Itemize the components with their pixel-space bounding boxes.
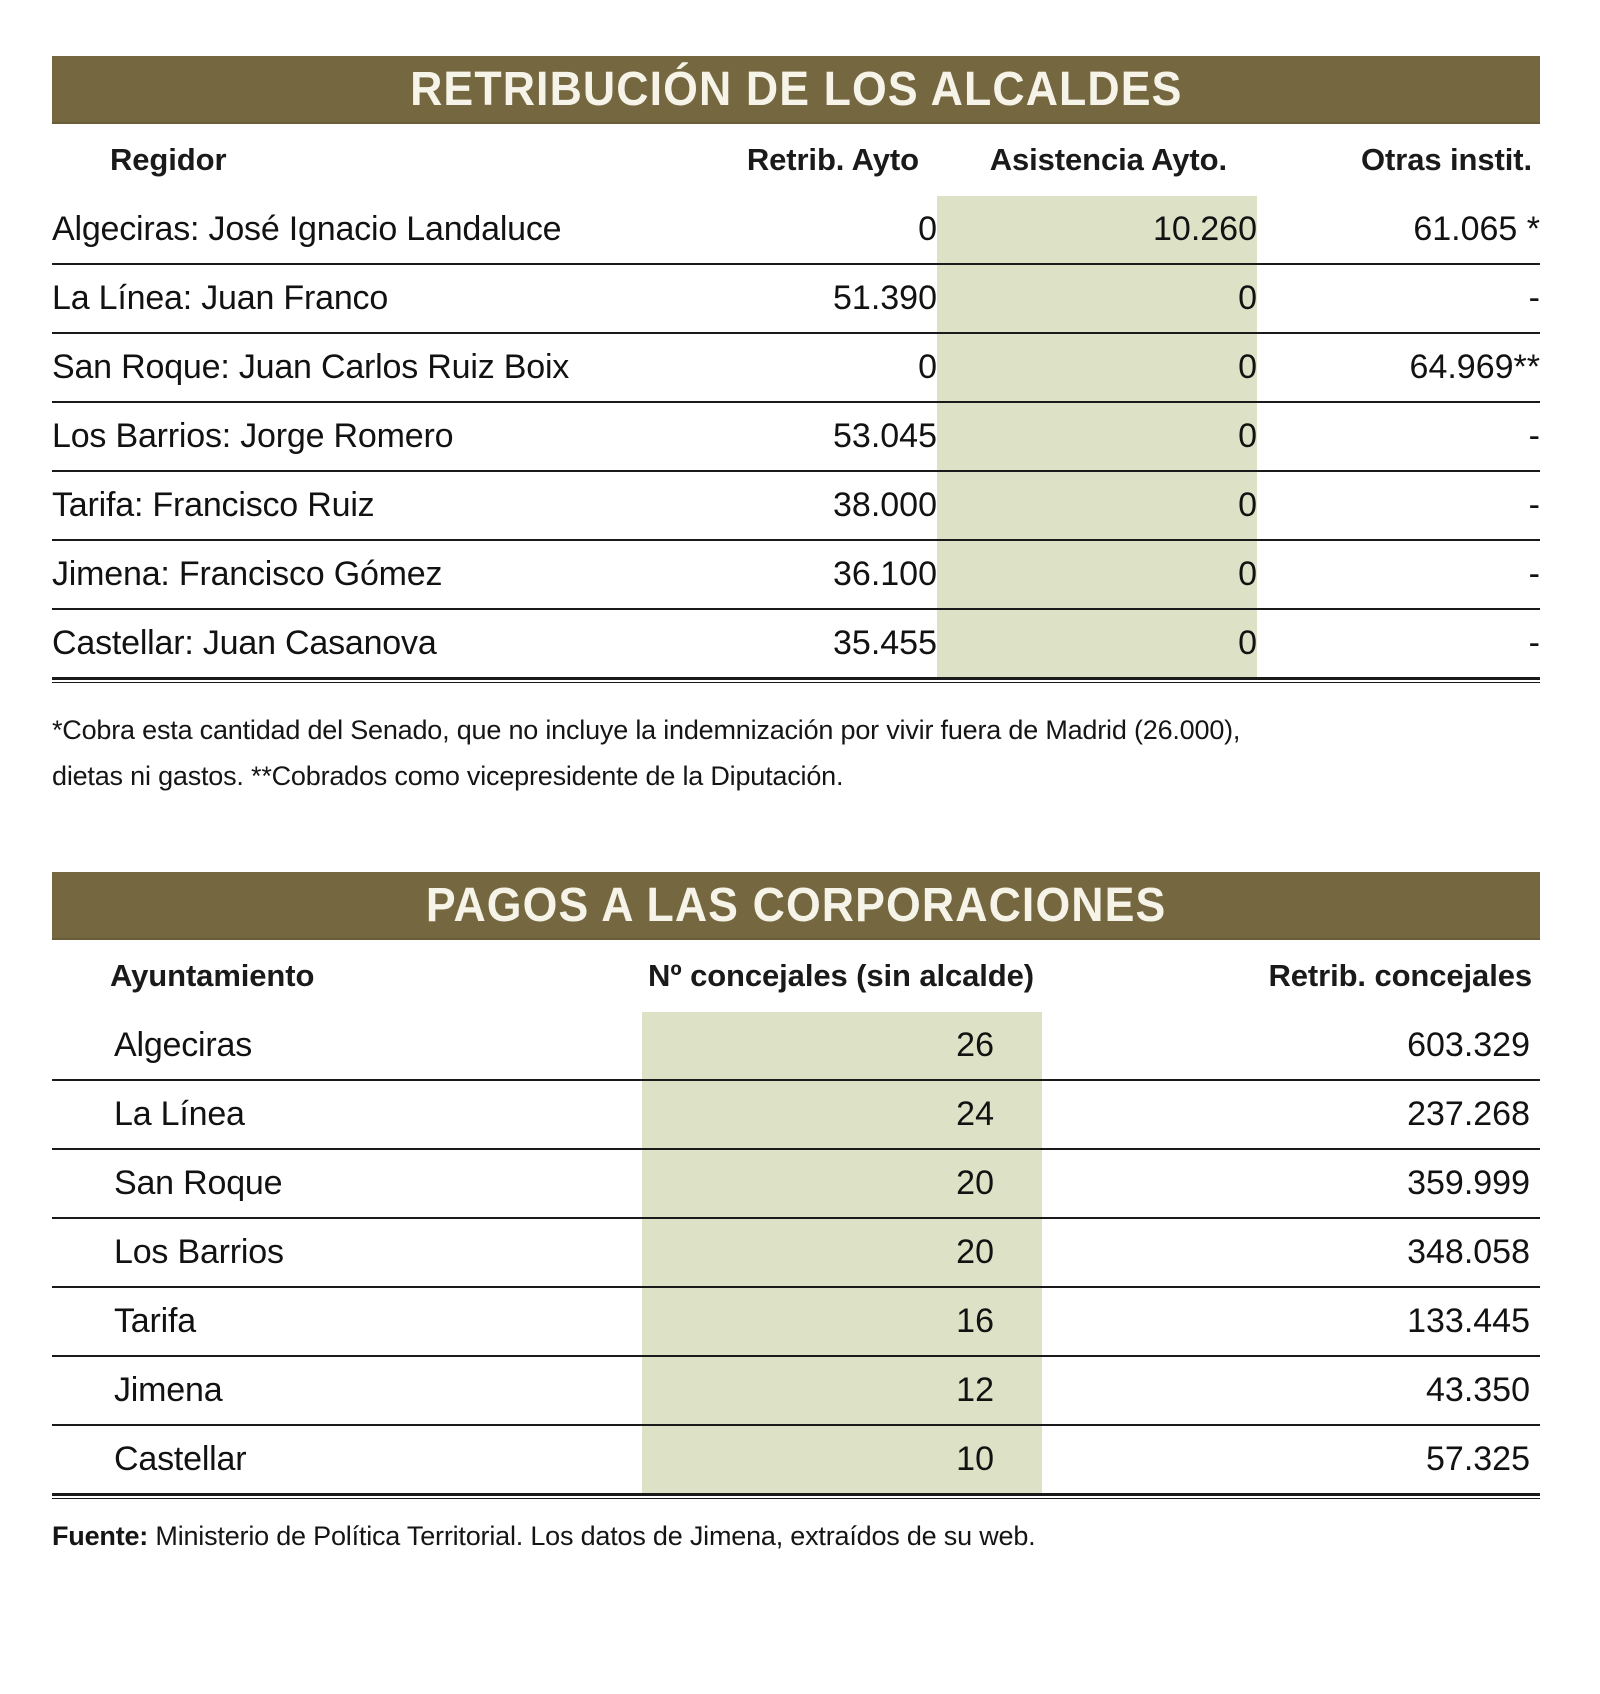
cell-concejales: 16 (642, 1287, 1042, 1356)
cell-retrib: 38.000 (692, 471, 937, 540)
table-row (52, 196, 1540, 264)
cell-concejales: 10 (642, 1425, 1042, 1494)
table2-title: PAGOS A LAS CORPORACIONES (425, 878, 1167, 932)
table1-title-bar (52, 56, 1540, 124)
table-row (52, 1356, 1540, 1425)
cell-otras: - (1257, 540, 1540, 609)
cell-retrib: 53.045 (692, 402, 937, 471)
table2-col-concejales: Nº concejales (sin alcalde) (648, 957, 1034, 993)
table2-body (52, 1012, 1540, 1494)
cell-asistencia: 0 (937, 540, 1257, 609)
cell-otras: - (1257, 264, 1540, 333)
table-row (52, 471, 1540, 540)
table-row (52, 1012, 1540, 1080)
cell-regidor: Tarifa: Francisco Ruiz (52, 471, 692, 540)
cell-retrib: 0 (692, 333, 937, 402)
table1-col-regidor: Regidor (110, 142, 227, 177)
footnote-line-1: *Cobra esta cantidad del Senado, que no incluye la indemnización por vivir fuera de Madrid (26.000), (52, 715, 1241, 745)
table1-col-retrib: Retrib. Ayto (746, 142, 919, 177)
cell-otras: 61.065 * (1257, 196, 1540, 264)
cell-concejales: 24 (642, 1080, 1042, 1149)
cell-asistencia: 0 (937, 402, 1257, 471)
table-row (52, 1080, 1540, 1149)
cell-regidor: Los Barrios: Jorge Romero (52, 402, 692, 471)
table-row (52, 1218, 1540, 1287)
table1-header-row (52, 124, 1540, 196)
table1-footnotes (52, 679, 1540, 800)
cell-retrib: 51.390 (692, 264, 937, 333)
cell-regidor: Algeciras: José Ignacio Landaluce (52, 196, 692, 264)
cell-regidor: La Línea: Juan Franco (52, 264, 692, 333)
cell-ayuntamiento: Tarifa (52, 1287, 642, 1356)
cell-ayuntamiento: Castellar (52, 1425, 642, 1494)
table-row (52, 609, 1540, 678)
table2-source-note (52, 1495, 1540, 1552)
table-row (52, 540, 1540, 609)
table-row (52, 1425, 1540, 1494)
cell-asistencia: 10.260 (937, 196, 1257, 264)
cell-concejales: 26 (642, 1012, 1042, 1080)
source-label: Fuente: (52, 1520, 149, 1551)
cell-retrib: 237.268 (1042, 1080, 1540, 1149)
cell-asistencia: 0 (937, 264, 1257, 333)
table1-col-asistencia: Asistencia Ayto. (989, 142, 1227, 177)
table2-header-row (52, 940, 1540, 1012)
cell-ayuntamiento: Algeciras (52, 1012, 642, 1080)
cell-regidor: Jimena: Francisco Gómez (52, 540, 692, 609)
cell-otras: - (1257, 402, 1540, 471)
table2-col-retrib: Retrib. concejales (1268, 957, 1532, 993)
cell-ayuntamiento: Jimena (52, 1356, 642, 1425)
cell-retrib: 603.329 (1042, 1012, 1540, 1080)
cell-ayuntamiento: Los Barrios (52, 1218, 642, 1287)
cell-asistencia: 0 (937, 333, 1257, 402)
cell-regidor: San Roque: Juan Carlos Ruiz Boix (52, 333, 692, 402)
cell-ayuntamiento: La Línea (52, 1080, 642, 1149)
cell-retrib: 35.455 (692, 609, 937, 678)
table-retribucion-alcaldes (52, 124, 1540, 679)
table1-body (52, 196, 1540, 678)
cell-ayuntamiento: San Roque (52, 1149, 642, 1218)
cell-retrib: 36.100 (692, 540, 937, 609)
table1-col-otras: Otras instit. (1361, 142, 1532, 177)
cell-concejales: 12 (642, 1356, 1042, 1425)
cell-retrib: 0 (692, 196, 937, 264)
cell-retrib: 43.350 (1042, 1356, 1540, 1425)
cell-regidor: Castellar: Juan Casanova (52, 609, 692, 678)
table2-title-bar (52, 872, 1540, 940)
cell-otras: - (1257, 609, 1540, 678)
table-row (52, 264, 1540, 333)
table-pagos-corporaciones (52, 940, 1540, 1495)
section-pagos-corporaciones (52, 872, 1540, 1552)
cell-otras: - (1257, 471, 1540, 540)
cell-retrib: 57.325 (1042, 1425, 1540, 1494)
cell-concejales: 20 (642, 1149, 1042, 1218)
footnote-line-2: dietas ni gastos. **Cobrados como vicepresidente de la Diputación. (52, 761, 844, 792)
table-row (52, 1149, 1540, 1218)
cell-retrib: 133.445 (1042, 1287, 1540, 1356)
table2-col-ayuntamiento: Ayuntamiento (110, 957, 315, 993)
section-retribucion-alcaldes (52, 56, 1540, 800)
cell-otras: 64.969** (1257, 333, 1540, 402)
cell-asistencia: 0 (937, 609, 1257, 678)
cell-concejales: 20 (642, 1218, 1042, 1287)
table-row (52, 333, 1540, 402)
table1-title: RETRIBUCIÓN DE LOS ALCALDES (409, 63, 1183, 116)
cell-retrib: 348.058 (1042, 1218, 1540, 1287)
cell-retrib: 359.999 (1042, 1149, 1540, 1218)
cell-asistencia: 0 (937, 471, 1257, 540)
table-row (52, 402, 1540, 471)
source-text: Ministerio de Política Territorial. Los datos de Jimena, extraídos de su web. (155, 1520, 1036, 1551)
table-row (52, 1287, 1540, 1356)
